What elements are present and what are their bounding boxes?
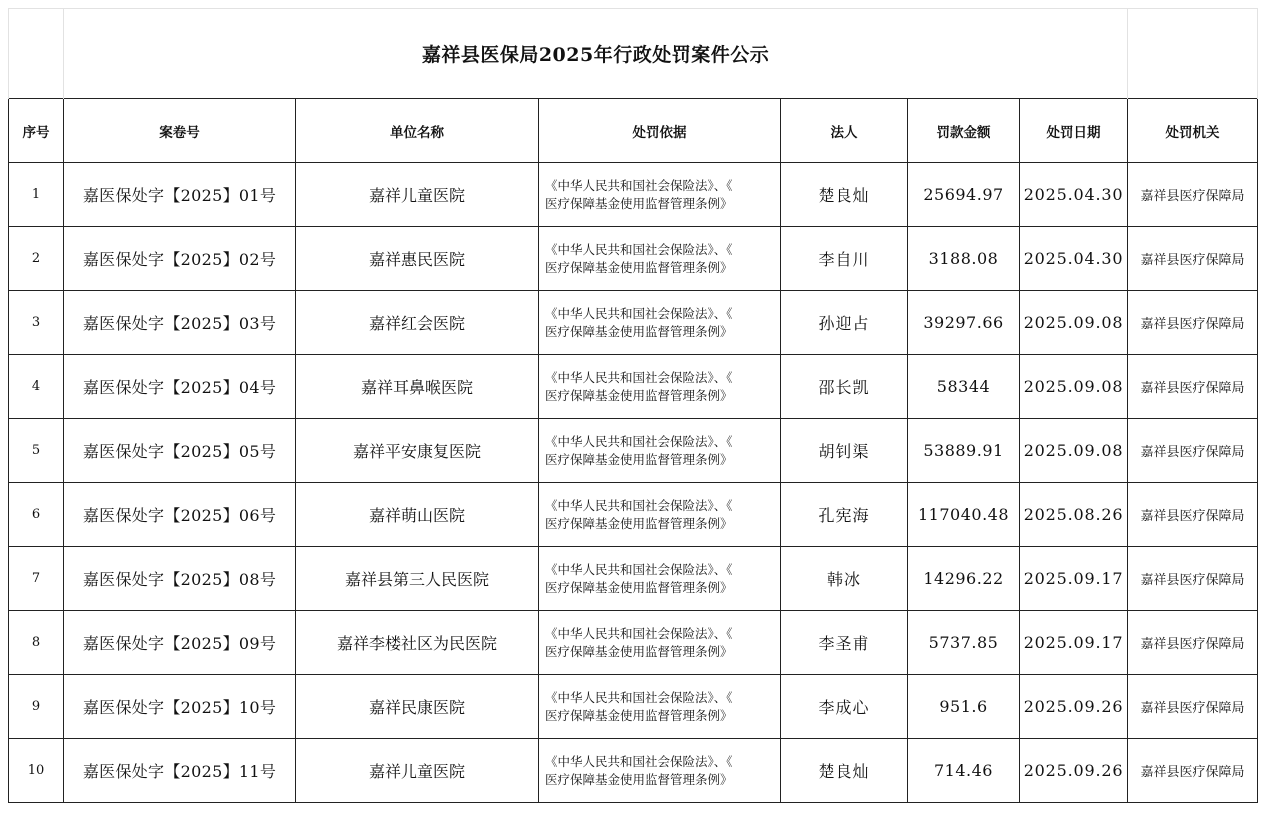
cell-unit: 嘉祥萌山医院	[296, 483, 539, 547]
cell-basis	[539, 291, 781, 355]
cell-date: 2025.09.17	[1020, 547, 1128, 611]
cell-person: 孙迎占	[781, 291, 908, 355]
cell-case-no: 嘉医保处字【2025】08号	[64, 547, 296, 611]
cell-person: 胡钊渠	[781, 419, 908, 483]
cell-amount: 714.46	[908, 739, 1020, 803]
cell-seq: 6	[9, 483, 64, 547]
cell-person: 孔宪海	[781, 483, 908, 547]
table-row	[9, 355, 1258, 419]
cell-date: 2025.08.26	[1020, 483, 1128, 547]
cell-basis	[539, 163, 781, 227]
cell-basis-line2: 医疗保障基金使用监督管理条例》	[545, 643, 733, 659]
cell-amount: 5737.85	[908, 611, 1020, 675]
cell-case-no: 嘉医保处字【2025】04号	[64, 355, 296, 419]
cell-unit: 嘉祥红会医院	[296, 291, 539, 355]
header-person: 法人	[781, 99, 908, 163]
cell-seq: 2	[9, 227, 64, 291]
cell-basis-line1: 《中华人民共和国社会保险法》、《	[545, 241, 733, 257]
cell-basis	[539, 227, 781, 291]
cell-case-no: 嘉医保处字【2025】11号	[64, 739, 296, 803]
cell-person: 李圣甫	[781, 611, 908, 675]
cell-unit: 嘉祥儿童医院	[296, 739, 539, 803]
page-title: 嘉祥县医保局2025年行政处罚案件公示	[64, 9, 1128, 99]
cell-person: 楚良灿	[781, 739, 908, 803]
cell-case-no: 嘉医保处字【2025】05号	[64, 419, 296, 483]
cell-date: 2025.09.26	[1020, 739, 1128, 803]
cell-person: 韩冰	[781, 547, 908, 611]
penalty-table	[8, 8, 1258, 803]
cell-date: 2025.09.08	[1020, 419, 1128, 483]
cell-basis-line2: 医疗保障基金使用监督管理条例》	[545, 515, 733, 531]
cell-org: 嘉祥县医疗保障局	[1128, 547, 1258, 611]
cell-basis-line1: 《中华人民共和国社会保险法》、《	[545, 369, 733, 385]
cell-basis-line2: 医疗保障基金使用监督管理条例》	[545, 451, 733, 467]
cell-basis-line1: 《中华人民共和国社会保险法》、《	[545, 497, 733, 513]
header-date: 处罚日期	[1020, 99, 1128, 163]
table-row	[9, 739, 1258, 803]
cell-org: 嘉祥县医疗保障局	[1128, 227, 1258, 291]
cell-case-no: 嘉医保处字【2025】03号	[64, 291, 296, 355]
cell-unit: 嘉祥惠民医院	[296, 227, 539, 291]
table-row	[9, 419, 1258, 483]
table-row	[9, 547, 1258, 611]
cell-seq: 10	[9, 739, 64, 803]
header-case-no: 案卷号	[64, 99, 296, 163]
cell-unit: 嘉祥民康医院	[296, 675, 539, 739]
cell-basis-line2: 医疗保障基金使用监督管理条例》	[545, 387, 733, 403]
cell-org: 嘉祥县医疗保障局	[1128, 611, 1258, 675]
cell-case-no: 嘉医保处字【2025】01号	[64, 163, 296, 227]
cell-person: 楚良灿	[781, 163, 908, 227]
cell-basis-line2: 医疗保障基金使用监督管理条例》	[545, 323, 733, 339]
cell-date: 2025.04.30	[1020, 163, 1128, 227]
cell-amount: 25694.97	[908, 163, 1020, 227]
header-unit: 单位名称	[296, 99, 539, 163]
cell-org: 嘉祥县医疗保障局	[1128, 419, 1258, 483]
cell-basis-line1: 《中华人民共和国社会保险法》、《	[545, 177, 733, 193]
cell-basis-line2: 医疗保障基金使用监督管理条例》	[545, 771, 733, 787]
cell-basis	[539, 483, 781, 547]
cell-case-no: 嘉医保处字【2025】06号	[64, 483, 296, 547]
cell-basis	[539, 355, 781, 419]
cell-person: 李成心	[781, 675, 908, 739]
cell-case-no: 嘉医保处字【2025】10号	[64, 675, 296, 739]
cell-basis-line1: 《中华人民共和国社会保险法》、《	[545, 625, 733, 641]
cell-seq: 4	[9, 355, 64, 419]
cell-date: 2025.09.26	[1020, 675, 1128, 739]
table-row	[9, 675, 1258, 739]
cell-unit: 嘉祥儿童医院	[296, 163, 539, 227]
table-row	[9, 483, 1258, 547]
header-seq: 序号	[9, 99, 64, 163]
cell-unit: 嘉祥平安康复医院	[296, 419, 539, 483]
header-row	[9, 99, 1258, 163]
cell-basis	[539, 675, 781, 739]
cell-basis	[539, 419, 781, 483]
cell-org: 嘉祥县医疗保障局	[1128, 483, 1258, 547]
cell-basis	[539, 611, 781, 675]
header-amount: 罚款金额	[908, 99, 1020, 163]
cell-org: 嘉祥县医疗保障局	[1128, 739, 1258, 803]
cell-amount: 39297.66	[908, 291, 1020, 355]
cell-basis-line2: 医疗保障基金使用监督管理条例》	[545, 579, 733, 595]
cell-amount: 117040.48	[908, 483, 1020, 547]
table-row	[9, 611, 1258, 675]
cell-org: 嘉祥县医疗保障局	[1128, 291, 1258, 355]
cell-basis-line1: 《中华人民共和国社会保险法》、《	[545, 305, 733, 321]
cell-basis-line2: 医疗保障基金使用监督管理条例》	[545, 195, 733, 211]
cell-date: 2025.04.30	[1020, 227, 1128, 291]
cell-basis-line1: 《中华人民共和国社会保险法》、《	[545, 561, 733, 577]
cell-unit: 嘉祥李楼社区为民医院	[296, 611, 539, 675]
cell-amount: 58344	[908, 355, 1020, 419]
cell-org: 嘉祥县医疗保障局	[1128, 355, 1258, 419]
cell-seq: 1	[9, 163, 64, 227]
title-left-blank	[9, 9, 64, 99]
cell-date: 2025.09.17	[1020, 611, 1128, 675]
cell-date: 2025.09.08	[1020, 291, 1128, 355]
cell-unit: 嘉祥县第三人民医院	[296, 547, 539, 611]
cell-case-no: 嘉医保处字【2025】09号	[64, 611, 296, 675]
cell-seq: 7	[9, 547, 64, 611]
cell-seq: 5	[9, 419, 64, 483]
cell-basis-line1: 《中华人民共和国社会保险法》、《	[545, 689, 733, 705]
title-right-blank	[1128, 9, 1258, 99]
cell-seq: 8	[9, 611, 64, 675]
cell-amount: 53889.91	[908, 419, 1020, 483]
cell-basis-line2: 医疗保障基金使用监督管理条例》	[545, 707, 733, 723]
header-org: 处罚机关	[1128, 99, 1258, 163]
cell-seq: 3	[9, 291, 64, 355]
table-row	[9, 227, 1258, 291]
cell-amount: 3188.08	[908, 227, 1020, 291]
cell-amount: 951.6	[908, 675, 1020, 739]
table-body	[9, 163, 1258, 803]
table-row	[9, 291, 1258, 355]
cell-org: 嘉祥县医疗保障局	[1128, 163, 1258, 227]
cell-basis	[539, 739, 781, 803]
cell-seq: 9	[9, 675, 64, 739]
title-row	[9, 9, 1258, 99]
cell-org: 嘉祥县医疗保障局	[1128, 675, 1258, 739]
cell-basis-line1: 《中华人民共和国社会保险法》、《	[545, 753, 733, 769]
cell-case-no: 嘉医保处字【2025】02号	[64, 227, 296, 291]
cell-person: 李自川	[781, 227, 908, 291]
cell-basis	[539, 547, 781, 611]
cell-basis-line2: 医疗保障基金使用监督管理条例》	[545, 259, 733, 275]
cell-amount: 14296.22	[908, 547, 1020, 611]
header-basis: 处罚依据	[539, 99, 781, 163]
cell-person: 邵长凯	[781, 355, 908, 419]
cell-unit: 嘉祥耳鼻喉医院	[296, 355, 539, 419]
table-row	[9, 163, 1258, 227]
cell-basis-line1: 《中华人民共和国社会保险法》、《	[545, 433, 733, 449]
cell-date: 2025.09.08	[1020, 355, 1128, 419]
